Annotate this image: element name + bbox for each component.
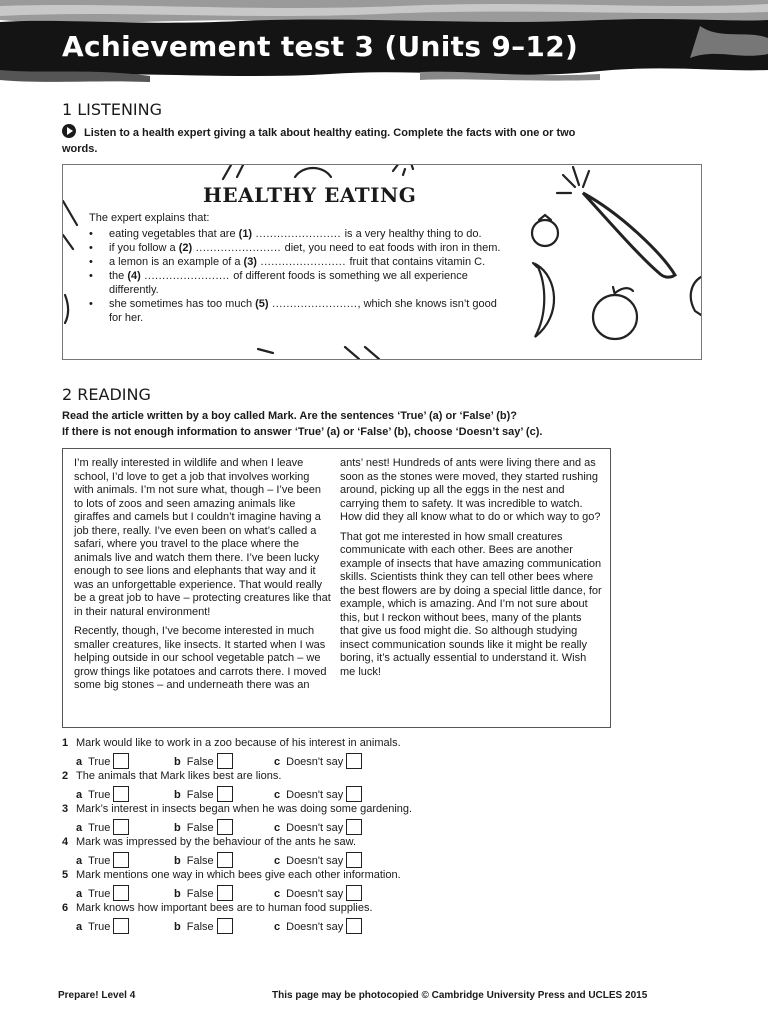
- fact-item: • if you follow a (2) ........................ diet, you need to eat foods with iron in them.: [89, 241, 509, 255]
- reading-instruction-1: Read the article written by a boy called Mark. Are the sentences ‘True’ (a) or ‘False’ (b)?: [62, 410, 518, 422]
- healthy-eating-box: [62, 164, 702, 360]
- option-true: a True: [76, 852, 129, 868]
- article-column-1: [74, 457, 332, 699]
- answer-checkbox[interactable]: [113, 819, 129, 835]
- option-doesnt-say: c Doesn't say: [274, 852, 362, 868]
- option-false: b False: [174, 918, 233, 934]
- option-false: b False: [174, 885, 233, 901]
- fact-item: • she sometimes has too much (5) ........................, which she knows isn’t good for her.: [89, 297, 509, 325]
- answer-checkbox[interactable]: [113, 786, 129, 802]
- answer-gap[interactable]: ........................: [192, 242, 285, 254]
- option-true: a True: [76, 786, 129, 802]
- option-false: b False: [174, 786, 233, 802]
- answer-checkbox[interactable]: [346, 918, 362, 934]
- answer-gap[interactable]: ........................: [252, 228, 345, 240]
- article-column-2: [340, 457, 602, 685]
- question-number: 2: [62, 770, 69, 782]
- question-text: Mark was impressed by the behaviour of the ants he saw.: [76, 836, 357, 848]
- question-item: [62, 736, 662, 769]
- question-item: [62, 802, 662, 835]
- article-paragraph: I’m really interested in wildlife and when I leave school, I’d love to get a job that involves working with animals. I’m not sure what, though – I’ve been to lots of zoos and seen amazing animals like giraffes and camels but I couldn’t imagine having a job there, really. I’ve even been on what’s called a safari, where you travel to the place where the animals live and watch them there. I’ve been lucky enough to see lions and elephants that way and it was an unforgettable experience. That would really be a great job to have – protecting creatures like that in their natural environment!: [74, 457, 331, 618]
- question-item: [62, 769, 662, 802]
- option-false: b False: [174, 753, 233, 769]
- question-text: Mark knows how important bees are to human food supplies.: [76, 902, 373, 914]
- box-intro: The expert explains that:: [89, 212, 210, 224]
- question-list: [62, 736, 662, 934]
- answer-checkbox[interactable]: [346, 786, 362, 802]
- fact-item: • a lemon is an example of a (3) ........................ fruit that contains vitamin C.: [89, 255, 509, 269]
- option-true: a True: [76, 753, 129, 769]
- answer-gap[interactable]: ........................: [140, 270, 234, 282]
- answer-checkbox[interactable]: [217, 852, 233, 868]
- question-number: 5: [62, 869, 69, 881]
- article-paragraph: ants’ nest! Hundreds of ants were living there and as soon as the stones were moved, they started rushing around, picking up all the eggs in the nest and carrying them to safety. It was incredible to watch. How did they all know what to do or which way to go?: [340, 457, 601, 523]
- answer-checkbox[interactable]: [113, 885, 129, 901]
- fact-list: [89, 227, 509, 325]
- option-false: b False: [174, 852, 233, 868]
- option-false: b False: [174, 819, 233, 835]
- answer-checkbox[interactable]: [113, 918, 129, 934]
- question-number: 1: [62, 737, 69, 749]
- option-true: a True: [76, 918, 129, 934]
- reading-heading: 2 READING: [62, 385, 151, 404]
- answer-checkbox[interactable]: [217, 918, 233, 934]
- answer-checkbox[interactable]: [217, 786, 233, 802]
- footer-copyright: This page may be photocopied © Cambridge University Press and UCLES 2015: [272, 990, 648, 1001]
- box-title: HEALTHY EATING: [203, 183, 417, 207]
- audio-play-icon[interactable]: [62, 124, 76, 138]
- answer-checkbox[interactable]: [113, 852, 129, 868]
- question-item: [62, 901, 662, 934]
- question-number: 6: [62, 902, 69, 914]
- answer-checkbox[interactable]: [346, 885, 362, 901]
- answer-checkbox[interactable]: [217, 885, 233, 901]
- option-doesnt-say: c Doesn't say: [274, 918, 362, 934]
- option-doesnt-say: c Doesn't say: [274, 786, 362, 802]
- answer-checkbox[interactable]: [346, 852, 362, 868]
- footer-level: Prepare! Level 4: [58, 990, 136, 1001]
- title-banner: [0, 0, 768, 84]
- listening-heading: 1 LISTENING: [62, 100, 162, 119]
- fact-item: • eating vegetables that are (1) ........................ is a very healthy thing to do.: [89, 227, 509, 241]
- listening-instruction-text: Listen to a health expert giving a talk about healthy eating. Complete the facts with one or two words.: [62, 127, 576, 155]
- question-item: [62, 868, 662, 901]
- option-true: a True: [76, 819, 129, 835]
- answer-checkbox[interactable]: [217, 753, 233, 769]
- answer-gap[interactable]: ........................: [268, 298, 358, 310]
- option-doesnt-say: c Doesn't say: [274, 885, 362, 901]
- option-true: a True: [76, 885, 129, 901]
- question-text: Mark’s interest in insects began when he was doing some gardening.: [76, 803, 413, 815]
- article-box: [62, 448, 611, 728]
- question-text: Mark mentions one way in which bees give each other information.: [76, 869, 401, 881]
- question-text: The animals that Mark likes best are lions.: [76, 770, 282, 782]
- question-number: 3: [62, 803, 69, 815]
- option-doesnt-say: c Doesn't say: [274, 753, 362, 769]
- answer-checkbox[interactable]: [346, 753, 362, 769]
- listening-instruction: [62, 124, 592, 157]
- answer-checkbox[interactable]: [113, 753, 129, 769]
- answer-checkbox[interactable]: [346, 819, 362, 835]
- answer-gap[interactable]: ........................: [256, 256, 350, 268]
- question-number: 4: [62, 836, 69, 848]
- question-text: Mark would like to work in a zoo because of his interest in animals.: [76, 737, 401, 749]
- answer-checkbox[interactable]: [217, 819, 233, 835]
- question-item: [62, 835, 662, 868]
- page-title: Achievement test 3 (Units 9–12): [62, 30, 579, 63]
- article-paragraph: That got me interested in how small creatures communicate with each other. Bees are another example of insects that have amazing communication skills. Scientists think they can tell other bees where the best flowers are by doing a special little dance, for example, which is amazing. And I’m not sure about this, but I reckon without bees, many of the plants that give us food might die. So although studying insect communication sounds like it might be really boring, it’s actually essential to understand it. Wish me luck!: [340, 530, 602, 678]
- option-doesnt-say: c Doesn't say: [274, 819, 362, 835]
- fact-item: • the (4) ........................ of different foods is something we all experience differently.: [89, 269, 509, 297]
- reading-instruction-2: If there is not enough information to answer ‘True’ (a) or ‘False’ (b), choose ‘Doesn’t say’ (c).: [62, 426, 543, 438]
- article-paragraph: Recently, though, I’ve become interested in much smaller creatures, like insects. It started when I was helping outside in our school vegetable patch – we grow things like potatoes and carrots there. I moved some big stones – and underneath there was an: [74, 625, 327, 691]
